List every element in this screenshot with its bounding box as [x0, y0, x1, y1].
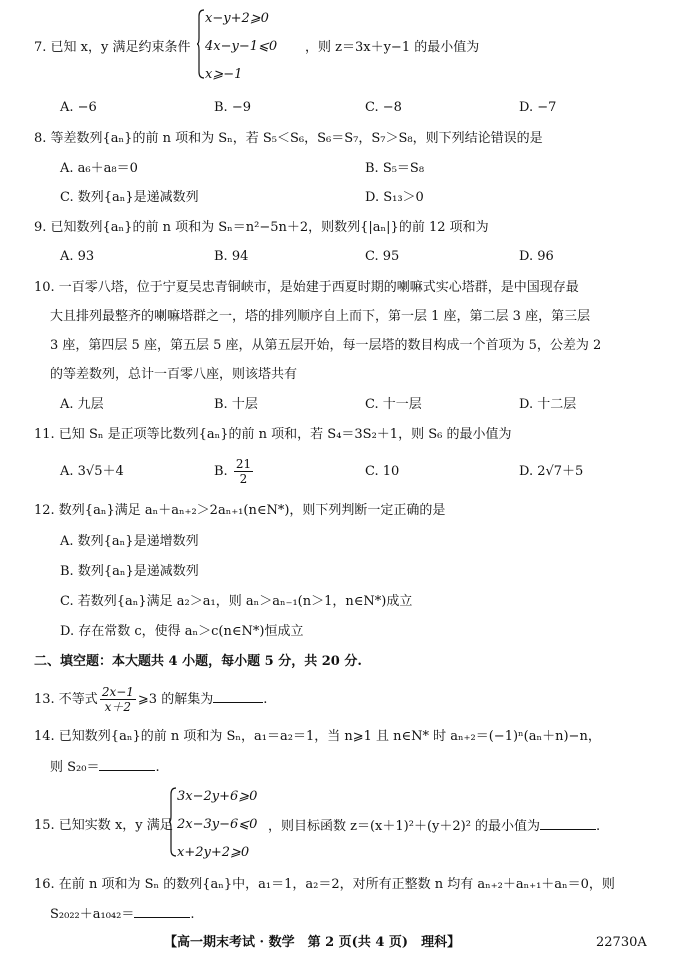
- question-13-fraction: [100, 685, 136, 714]
- question-13: [34, 681, 267, 719]
- question-16-answer-blank[interactable]: [134, 905, 190, 918]
- question-12-option-d: D. 存在常数 c，使得 aₙ＞c(n∈N*)恒成立: [60, 624, 304, 639]
- question-7-constraint-1: x−y+2⩾0: [205, 11, 269, 26]
- question-9-option-a: A. 93: [60, 249, 95, 264]
- question-7-constraint-2: 4x−y−1⩽0: [205, 39, 278, 54]
- question-8-option-c: C. 数列{aₙ}是递减数列: [60, 190, 199, 205]
- question-14-period: .: [155, 760, 160, 775]
- question-12-option-c: C. 若数列{aₙ}满足 a₂＞a₁，则 aₙ＞aₙ₋₁(n＞1，n∈N*)成立: [60, 594, 413, 609]
- question-14-answer-blank[interactable]: [99, 758, 155, 771]
- question-11-option-d: D. 2√7＋5: [519, 464, 584, 479]
- question-10-option-c: C. 十一层: [365, 397, 422, 412]
- question-7-option-a: A. −6: [60, 100, 97, 115]
- question-8-stem: 8. 等差数列{aₙ}的前 n 项和为 Sₙ，若 S₅＜S₆，S₆＝S₇，S₇＞S₈，则下列结论错误的是: [34, 131, 543, 146]
- question-11-option-c: C. 10: [365, 464, 400, 479]
- question-7-option-d: D. −7: [519, 100, 557, 115]
- question-14-line-2-prefix: 则 S₂₀＝: [50, 760, 100, 775]
- question-12-option-b: B. 数列{aₙ}是递减数列: [60, 564, 199, 579]
- question-10-option-d: D. 十二层: [519, 397, 577, 412]
- question-15-period: .: [596, 819, 601, 834]
- question-9-stem: 9. 已知数列{aₙ}的前 n 项和为 Sₙ＝n²−5n＋2，则数列{|aₙ|}的前 12 项和为: [34, 220, 489, 235]
- question-10-line-4: 的等差数列，总计一百零八座，则该塔共有: [50, 367, 298, 382]
- footer-center-text: 【高一期末考试 · 数学 第 2 页(共 4 页) 理科】: [164, 935, 461, 950]
- question-8-option-b: B. S₅＝S₈: [365, 161, 425, 176]
- question-7-constraint-3: x⩾−1: [205, 67, 243, 82]
- question-16-period: .: [190, 907, 195, 922]
- question-7-prefix: 7. 已知 x，y 满足约束条件: [34, 40, 191, 55]
- fraction-numerator: 2x−1: [101, 685, 134, 699]
- question-14-line-2: [50, 758, 160, 777]
- section-2-heading: 二、填空题：本大题共 4 小题，每小题 5 分，共 20 分.: [34, 654, 362, 669]
- question-8-option-a: A. a₆＋a₈＝0: [60, 161, 138, 176]
- question-10-option-a: A. 九层: [60, 397, 104, 412]
- question-9-option-d: D. 96: [519, 249, 554, 264]
- question-10-line-1: 10. 一百零八塔，位于宁夏吴忠青铜峡市，是始建于西夏时期的喇嘛式实心塔群，是中国现存最: [34, 280, 579, 295]
- question-15-constraint-3: x+2y+2⩾0: [177, 845, 250, 860]
- question-11-option-b-label: B.: [214, 464, 228, 479]
- question-15-answer-blank[interactable]: [540, 817, 596, 830]
- question-13-period: .: [263, 692, 268, 707]
- question-16-line-2: [50, 905, 195, 924]
- question-11-option-a: A. 3√5＋4: [60, 464, 124, 479]
- fraction-denominator: 2: [239, 472, 248, 486]
- question-14-line-1: 14. 已知数列{aₙ}的前 n 项和为 Sₙ，a₁＝a₂＝1，当 n⩾1 且 n∈N* 时 aₙ₊₂＝(−1)ⁿ(aₙ＋n)−n，: [34, 729, 601, 744]
- question-8-option-d: D. S₁₃＞0: [365, 190, 424, 205]
- question-13-suffix: ⩾3 的解集为: [137, 692, 214, 707]
- question-11-option-b: [214, 455, 255, 489]
- question-11-stem: 11. 已知 Sₙ 是正项等比数列{aₙ}的前 n 项和，若 S₄＝3S₂＋1，则 S₆ 的最小值为: [34, 427, 512, 442]
- footer-exam-code: 22730A: [596, 935, 647, 950]
- question-16-line-1: 16. 在前 n 项和为 Sₙ 的数列{aₙ}中，a₁＝1，a₂＝2，对所有正整数 n 均有 aₙ₊₂＋aₙ₊₁＋aₙ＝0，则: [34, 877, 615, 892]
- fraction-numerator: 21: [235, 457, 252, 471]
- question-7-option-c: C. −8: [365, 100, 402, 115]
- question-7-option-b: B. −9: [214, 100, 251, 115]
- question-15-suffix-line: [268, 817, 600, 836]
- question-13-answer-blank[interactable]: [213, 690, 263, 703]
- question-15-constraint-2: 2x−3y−6⩽0: [177, 817, 258, 832]
- question-10-option-b: B. 十层: [214, 397, 258, 412]
- fraction-denominator: x＋2: [104, 700, 132, 714]
- question-16-line-2-prefix: S₂₀₂₂＋a₁₀₄₂＝: [50, 907, 135, 922]
- question-7-suffix: ，则 z＝3x＋y−1 的最小值为: [305, 40, 480, 55]
- question-10-line-2: 大且排列最整齐的喇嘛塔群之一，塔的排列顺序自上而下，第一层 1 座，第二层 3 座，第三层: [50, 309, 591, 324]
- question-12-option-a: A. 数列{aₙ}是递增数列: [60, 534, 199, 549]
- question-15-prefix: 15. 已知实数 x，y 满足: [34, 818, 173, 833]
- question-15-constraint-1: 3x−2y+6⩾0: [177, 789, 258, 804]
- question-10-line-3: 3 座，第四层 5 座，第五层 5 座，从第五层开始，每一层塔的数目构成一个首项为 5，公差为 2: [50, 338, 602, 353]
- question-9-option-b: B. 94: [214, 249, 249, 264]
- question-11-option-b-fraction: [234, 457, 253, 486]
- question-13-prefix: 13. 不等式: [34, 692, 98, 707]
- question-15-suffix: ，则目标函数 z＝(x＋1)²＋(y＋2)² 的最小值为: [268, 819, 541, 834]
- question-9-option-c: C. 95: [365, 249, 400, 264]
- question-12-stem: 12. 数列{aₙ}满足 aₙ＋aₙ₊₂＞2aₙ₊₁(n∈N*)，则下列判断一定正确的是: [34, 503, 446, 518]
